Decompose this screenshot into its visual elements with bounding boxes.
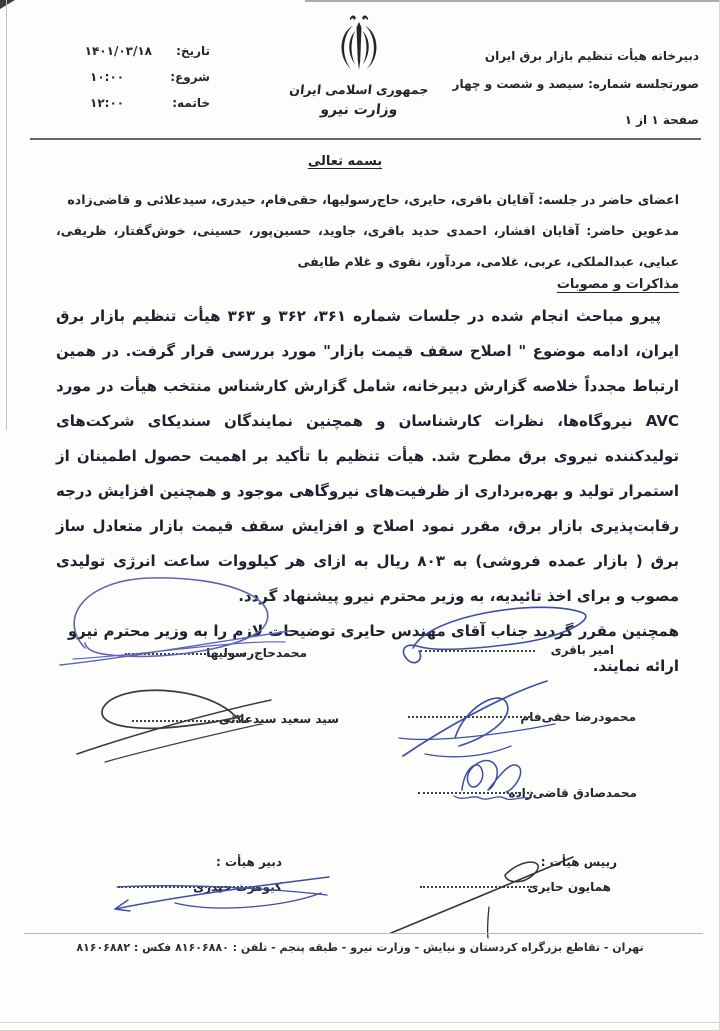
besmele-heading: بسمه تعالی <box>307 154 383 169</box>
signer-name-seyed-alaei: سید سعید سیدعلائی <box>219 712 339 726</box>
header-left-block <box>60 44 210 110</box>
signature-line-ghazizadeh <box>418 792 533 794</box>
end-label: خاتمه: <box>172 96 210 110</box>
section-title: مذاکرات و مصوبات <box>556 277 679 292</box>
attendees-block <box>56 184 679 277</box>
page-number: صفحة ۱ از ۱ <box>624 113 699 127</box>
org-name: دبیرخانه هیأت تنظیم بازار برق ایران <box>484 49 699 63</box>
signature-line-secretary <box>118 886 258 888</box>
signer-name-haghifam: محمودرضا حقی‌فام <box>520 710 636 724</box>
attendees-members: اعضای حاضر در جلسه: آقایان باقری، حایری، حاج‌رسولیها، حقی‌فام، حیدری، سیدعلائی و قاضی‌زاده <box>67 192 679 207</box>
scan-artifact-top-edge <box>305 0 719 2</box>
iran-emblem-icon <box>285 12 433 80</box>
header-right-block <box>453 42 699 134</box>
signature-line-haj-rasouliha <box>125 653 245 655</box>
secretary-name: کیومرث حیدری <box>193 880 282 894</box>
scan-artifact-bottom-edge <box>0 1022 719 1023</box>
signature-line-chairman <box>420 886 532 888</box>
signer-name-amir-bagheri: امیر باقری <box>550 643 614 657</box>
secretary-label: دبیر هیأت : <box>216 855 282 869</box>
logo-country-text: جمهوری اسلامی ایران <box>288 82 430 97</box>
date-value: ۱۴۰۱/۰۳/۱۸ <box>84 44 152 58</box>
scan-artifact-left-edge <box>6 0 7 430</box>
scan-artifact-corner <box>0 0 15 9</box>
resolution-paragraph-1: پیرو مباحث انجام شده در جلسات شماره ۳۶۱، ۳۶۲ و ۳۶۳ هیأت تنظیم بازار برق ایران، ادامه موضوع " اصلاح سقف قیمت بازار" مورد بررسی قرار گرفت. در همین ارتباط مجدداً خلاصه گزارش دبیرخانه، شامل گزارش کارشناس منتخب هیأت در مورد AVC نیروگاه‌ها، نظرات کارشناسان و همچنین نمایندگان سندیکای شرکت‌های تولیدکننده نیروی برق مطرح شد. هیأت تنظیم با تأکید بر اهمیت حصول اطمینان از استمرار تولید و بهره‌برداری از ظرفیت‌های نیروگاهی موجود و همچنین افزایش درجه رقابت‌پذیری بازار برق، مقرر نمود اصلاح و افزایش سقف قیمت بازار متعادل ساز برق ( بازار عمده فروشی) به ۸۰۳ ریال به ازای هر کیلووات ساعت انرژی تولیدی مصوب و برای اخذ تائیدیه، به وزیر محترم نیرو پیشنهاد گردد. <box>56 307 679 605</box>
minutes-number: صورتجلسه شماره: سیصد و شصت و چهار <box>452 77 699 91</box>
footer-address: تهران - تقاطع بزرگراه کردستان و نیایش - وزارت نیرو - طبقه پنجم - تلفن : ۸۱۶۰۶۸۸۰ فکس : ۸۱۶۰۶۸۸۲ <box>76 941 644 954</box>
signature-ghazizadeh <box>448 750 548 810</box>
signature-line-amir-bagheri <box>420 650 535 652</box>
resolution-body <box>56 299 679 684</box>
letterhead-logo <box>285 12 433 118</box>
footer-divider <box>24 933 703 934</box>
chairman-label: رییس هیأت : <box>540 855 617 869</box>
header-divider <box>30 138 701 140</box>
end-value: ۱۲:۰۰ <box>90 96 125 110</box>
resolution-paragraph-2: همچنین مقرر گردید جناب آقای مهندس حایری توضیحات لازم را به وزیر محترم نیرو ارائه نمایند. <box>67 622 679 675</box>
logo-ministry-text: وزارت نیرو <box>319 102 399 118</box>
date-label: تاریخ: <box>176 44 210 58</box>
start-label: شروع: <box>170 70 210 84</box>
signer-name-ghazizadeh: محمدصادق قاضی‌زاده <box>508 786 637 800</box>
signature-line-haghifam <box>408 716 530 718</box>
attendees-invitees: مدعوین حاضر: آقایان افشار، احمدی حدید باقری، جاوید، حسین‌پور، حسینی، خوش‌گفتار، ظریفی، عبایی، عبدالملکی، عربی، غلامی، مردآور، نقوی و غلام طایفی <box>56 223 679 269</box>
signature-line-seyed-alaei <box>132 720 250 722</box>
chairman-name: همایون حایری <box>527 880 611 894</box>
start-value: ۱۰:۰۰ <box>90 70 125 84</box>
signer-name-haj-rasouliha: محمدحاج‌رسولیها <box>206 646 307 660</box>
